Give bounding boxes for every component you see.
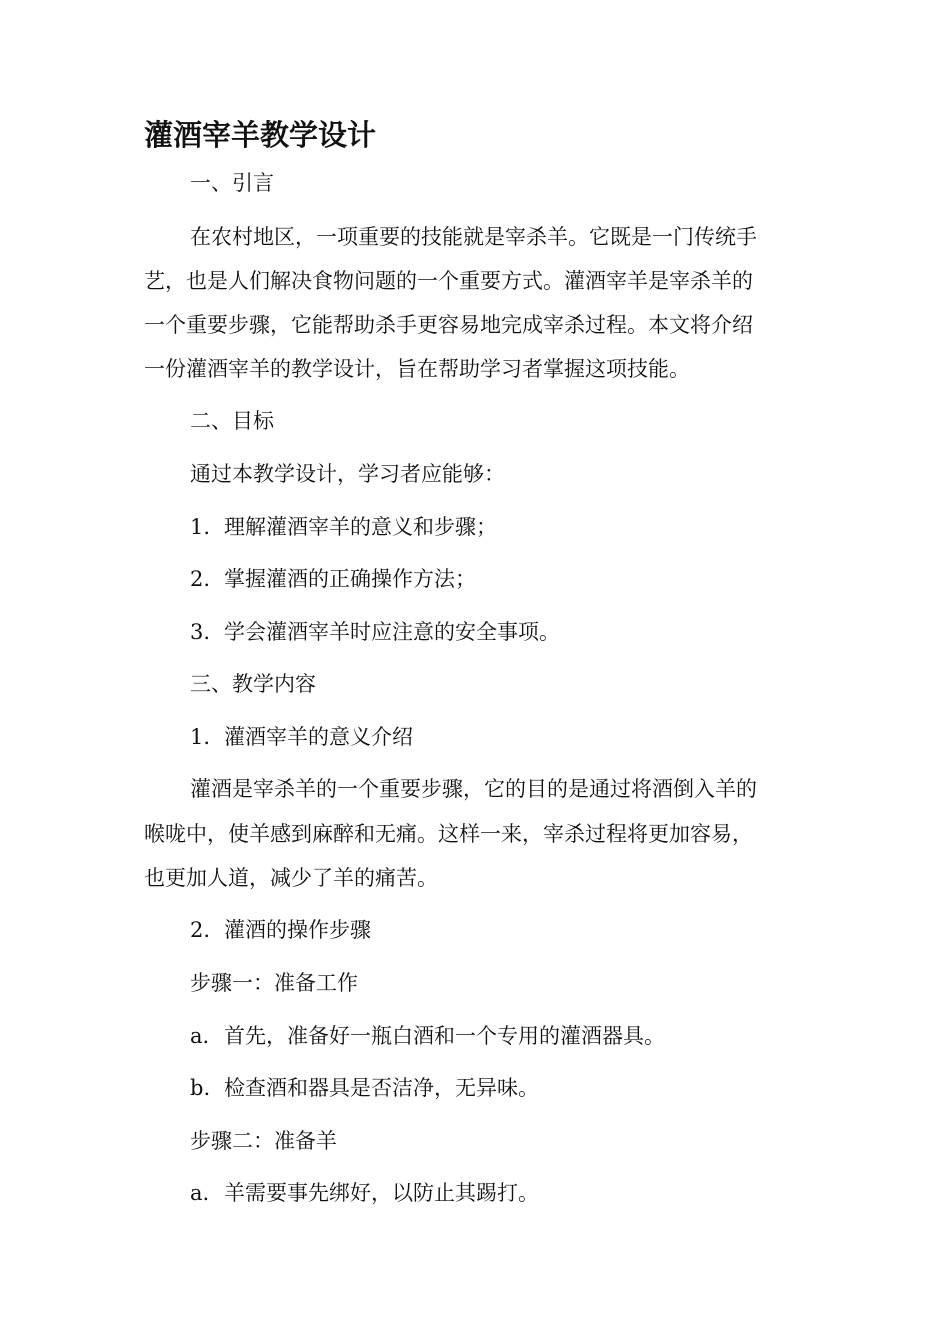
intro-paragraph-line: 一个重要步骤，它能帮助杀手更容易地完成宰杀过程。本文将介绍 [144,313,753,337]
list-letter: a. [190,1024,210,1048]
subheading-text: 灌酒宰羊的意义介绍 [224,725,413,749]
step-item [190,1073,539,1103]
list-letter: a. [190,1181,210,1205]
step-item [190,1021,665,1051]
section-heading-introduction: 一、引言 [190,171,274,195]
goal-item [190,512,497,542]
section-heading-content: 三、教学内容 [190,672,316,696]
list-number: 3. [190,620,211,644]
step-heading: 步骤二：准备羊 [190,1129,337,1153]
document-title: 灌酒宰羊教学设计 [144,118,377,152]
subheading-text: 灌酒的操作步骤 [224,918,371,942]
intro-paragraph-line: 在农村地区，一项重要的技能就是宰杀羊。它既是一门传统手 [190,225,757,249]
list-number: 2. [190,918,211,942]
goal-item [190,617,560,647]
content-subheading [190,915,371,945]
step-item-text: 羊需要事先绑好，以防止其踢打。 [224,1181,539,1205]
goals-lead-text: 通过本教学设计，学习者应能够： [190,462,505,486]
list-number: 1. [190,725,211,749]
goal-text: 理解灌酒宰羊的意义和步骤； [224,515,497,539]
step-item-text: 检查酒和器具是否洁净，无异味。 [224,1076,539,1100]
list-number: 1. [190,515,211,539]
content-subheading [190,722,413,752]
goal-text: 学会灌酒宰羊时应注意的安全事项。 [224,620,560,644]
step-heading: 步骤一：准备工作 [190,971,358,995]
content-paragraph-line: 也更加人道，减少了羊的痛苦。 [144,866,438,890]
list-letter: b. [190,1076,211,1100]
content-paragraph-line: 灌酒是宰杀羊的一个重要步骤，它的目的是通过将酒倒入羊的 [190,777,757,801]
list-number: 2. [190,567,211,591]
intro-paragraph-line: 一份灌酒宰羊的教学设计，旨在帮助学习者掌握这项技能。 [144,357,690,381]
goal-text: 掌握灌酒的正确操作方法； [224,567,476,591]
step-item-text: 首先，准备好一瓶白酒和一个专用的灌酒器具。 [224,1024,665,1048]
goal-item [190,564,476,594]
content-paragraph-line: 喉咙中，使羊感到麻醉和无痛。这样一来，宰杀过程将更加容易， [144,822,753,846]
step-item [190,1178,539,1208]
section-heading-goals: 二、目标 [190,409,274,433]
intro-paragraph-line: 艺，也是人们解决食物问题的一个重要方式。灌酒宰羊是宰杀羊的 [144,269,753,293]
